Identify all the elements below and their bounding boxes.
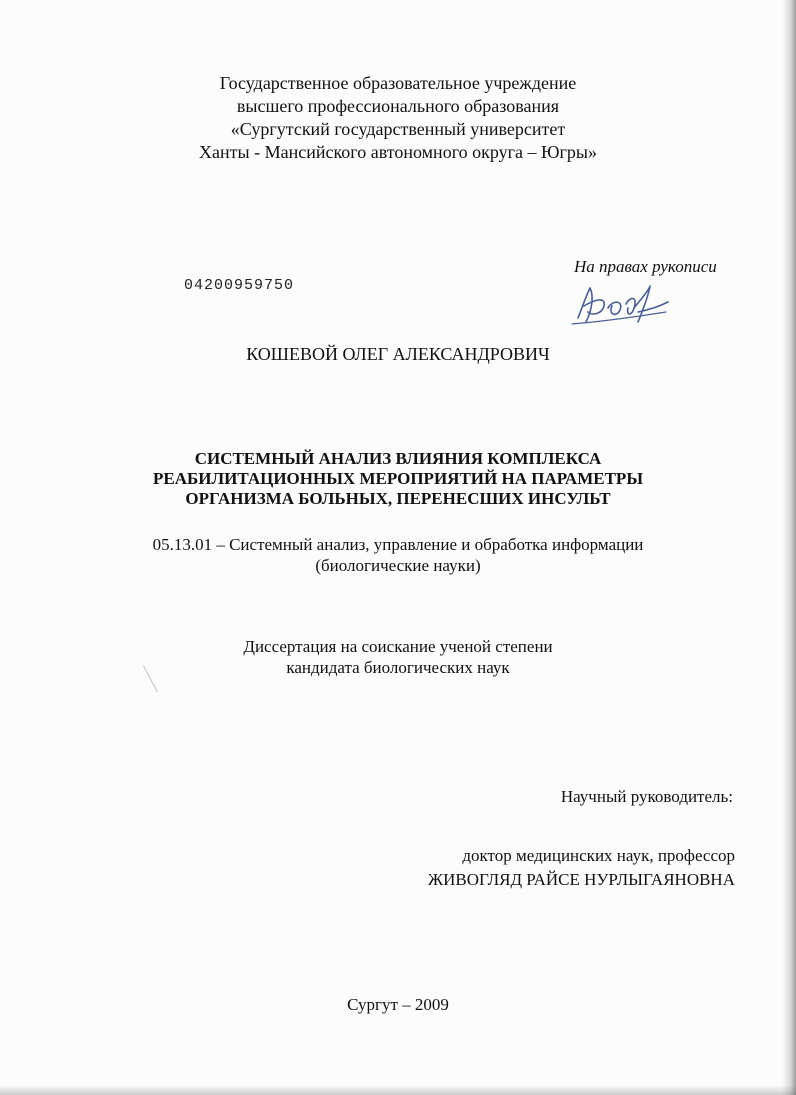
supervisor-label: Научный руководитель: xyxy=(560,787,733,806)
specialty-line: 05.13.01 – Системный анализ, управление и обработка информации xyxy=(152,535,644,554)
signature-stroke xyxy=(578,286,668,322)
degree-statement xyxy=(0,636,796,678)
dissertation-title xyxy=(0,449,796,509)
specialty-line: (биологические науки) xyxy=(315,556,481,575)
header-line: «Сургутский государственный университет xyxy=(230,119,566,139)
scan-bottom-shadow xyxy=(0,1085,796,1095)
city-year: Сургут – 2009 xyxy=(347,995,449,1014)
author-name: КОШЕВОЙ ОЛЕГ АЛЕКСАНДРОВИЧ xyxy=(246,344,550,364)
title-line: СИСТЕМНЫЙ АНАЛИЗ ВЛИЯНИЯ КОМПЛЕКСА xyxy=(194,449,602,468)
institution-header xyxy=(0,72,796,164)
degree-line: Диссертация на соискание ученой степени xyxy=(243,637,553,656)
title-line: РЕАБИЛИТАЦИОННЫХ МЕРОПРИЯТИЙ НА ПАРАМЕТРЫ xyxy=(152,469,644,488)
header-line: Ханты - Мансийского автономного округа – Югры» xyxy=(199,142,597,162)
supervisor-name: ЖИВОГЛЯД РАЙСЕ НУРЛЫГАЯНОВНА xyxy=(427,870,735,889)
title-line: ОРГАНИЗМА БОЛЬНЫХ, ПЕРЕНЕСШИХ ИНСУЛЬТ xyxy=(185,489,611,508)
specialty-code xyxy=(0,534,796,576)
header-line: высшего профессионального образования xyxy=(236,96,560,116)
degree-line: кандидата биологических наук xyxy=(286,658,510,677)
inventory-number-stamp: 04200959750 xyxy=(184,277,295,294)
signature-underline xyxy=(572,312,666,324)
header-line: Государственное образовательное учреждение xyxy=(219,73,577,93)
supervisor-title: доктор медицинских наук, профессор xyxy=(462,846,735,865)
scan-edge-shadow xyxy=(782,0,796,1095)
handwritten-signature xyxy=(568,282,673,328)
rights-note: На правах рукописи xyxy=(574,257,717,276)
